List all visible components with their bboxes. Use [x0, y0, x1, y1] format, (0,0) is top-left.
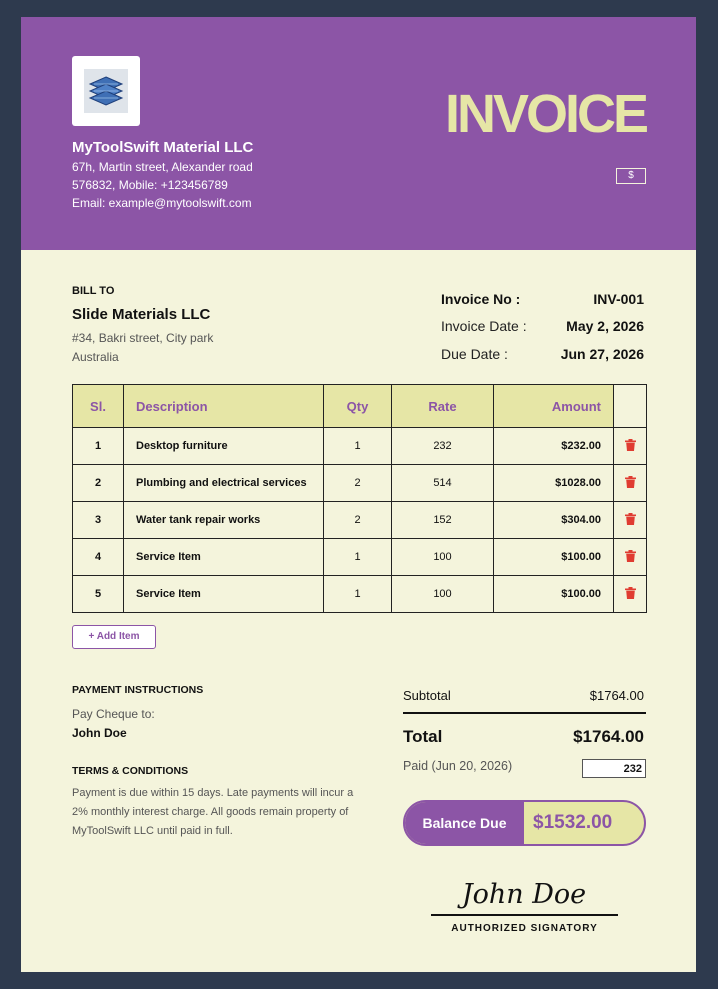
subtotal-label: Subtotal [403, 688, 451, 703]
company-address-line2: 576832, Mobile: +123456789 [72, 178, 228, 192]
balance-due-value: $1532.00 [533, 812, 613, 833]
company-address-line1: 67h, Martin street, Alexander road [72, 160, 253, 174]
invoice-date-value: May 2, 2026 [566, 318, 644, 334]
bill-to-label: BILL TO [72, 285, 115, 297]
delete-row-button[interactable] [614, 576, 647, 613]
invoice-no-label: Invoice No : [441, 291, 521, 307]
invoice-title: INVOICE [444, 84, 646, 144]
pay-to-name: John Doe [72, 726, 127, 740]
item-qty[interactable]: 1 [324, 576, 392, 613]
invoice-page [21, 17, 696, 972]
total-value: $1764.00 [573, 727, 644, 746]
client-name: Slide Materials LLC [72, 306, 211, 323]
table-row [73, 576, 647, 613]
item-amount: $1028.00 [494, 465, 614, 502]
column-header-description: Description [124, 385, 324, 428]
item-sl: 2 [73, 465, 124, 502]
item-description[interactable]: Water tank repair works [124, 502, 324, 539]
item-sl: 4 [73, 539, 124, 576]
item-amount: $100.00 [494, 539, 614, 576]
column-header-actions [614, 385, 647, 428]
terms-title: TERMS & CONDITIONS [72, 765, 189, 777]
item-rate[interactable]: 100 [392, 576, 494, 613]
invoice-no-value: INV-001 [593, 291, 644, 307]
item-amount: $304.00 [494, 502, 614, 539]
client-address-line1: #34, Bakri street, City park [72, 331, 214, 345]
delete-row-button[interactable] [614, 465, 647, 502]
payment-instructions-title: PAYMENT INSTRUCTIONS [72, 684, 204, 696]
terms-text: Payment is due within 15 days. Late payments will incur a 2% monthly interest charge. All goods remain property of MyToolSwift LLC until paid in full. [72, 787, 354, 837]
item-amount: $100.00 [494, 576, 614, 613]
item-rate[interactable]: 152 [392, 502, 494, 539]
table-row [73, 539, 647, 576]
table-row [73, 502, 647, 539]
trash-icon [625, 553, 636, 565]
item-qty[interactable]: 1 [324, 428, 392, 465]
item-sl: 1 [73, 428, 124, 465]
trash-icon [625, 590, 636, 602]
table-row [73, 465, 647, 502]
column-header-rate: Rate [392, 385, 494, 428]
item-qty[interactable]: 1 [324, 539, 392, 576]
line-items-table [72, 384, 647, 613]
signature: John Doe [461, 879, 587, 910]
item-rate[interactable]: 100 [392, 539, 494, 576]
item-amount: $232.00 [494, 428, 614, 465]
due-date-value: Jun 27, 2026 [560, 346, 644, 362]
item-description[interactable]: Desktop furniture [124, 428, 324, 465]
company-name: MyToolSwift Material LLC [72, 139, 254, 156]
stacked-sheets-logo-icon [84, 69, 128, 113]
paid-amount-input[interactable] [582, 759, 646, 778]
client-address-line2: Australia [72, 350, 119, 364]
trash-icon [625, 516, 636, 528]
item-qty[interactable]: 2 [324, 465, 392, 502]
company-email: Email: example@mytoolswift.com [72, 196, 252, 210]
totals-divider [403, 712, 646, 714]
total-label: Total [403, 727, 443, 746]
table-row [73, 428, 647, 465]
add-item-button[interactable]: + Add Item [72, 625, 156, 649]
delete-row-button[interactable] [614, 539, 647, 576]
column-header-sl: Sl. [73, 385, 124, 428]
item-description[interactable]: Service Item [124, 539, 324, 576]
item-rate[interactable]: 514 [392, 465, 494, 502]
invoice-header [21, 17, 696, 250]
due-date-label: Due Date : [441, 346, 508, 362]
pay-to-label: Pay Cheque to: [72, 707, 155, 721]
trash-icon [625, 442, 636, 454]
currency-selector[interactable]: $ [616, 168, 646, 184]
balance-due-pill [403, 800, 646, 846]
delete-row-button[interactable] [614, 502, 647, 539]
item-sl: 3 [73, 502, 124, 539]
table-header-row [73, 385, 647, 428]
trash-icon [625, 479, 636, 491]
item-rate[interactable]: 232 [392, 428, 494, 465]
company-logo[interactable] [72, 56, 140, 126]
item-description[interactable]: Service Item [124, 576, 324, 613]
column-header-amount: Amount [494, 385, 614, 428]
balance-due-label: Balance Due [405, 802, 524, 844]
item-qty[interactable]: 2 [324, 502, 392, 539]
delete-row-button[interactable] [614, 428, 647, 465]
item-description[interactable]: Plumbing and electrical services [124, 465, 324, 502]
authorized-signatory-label: AUTHORIZED SIGNATORY [451, 923, 598, 934]
item-sl: 5 [73, 576, 124, 613]
invoice-date-label: Invoice Date : [441, 318, 527, 334]
column-header-qty: Qty [324, 385, 392, 428]
subtotal-value: $1764.00 [589, 688, 644, 703]
signature-line [431, 914, 618, 916]
paid-label: Paid (Jun 20, 2026) [403, 759, 513, 773]
